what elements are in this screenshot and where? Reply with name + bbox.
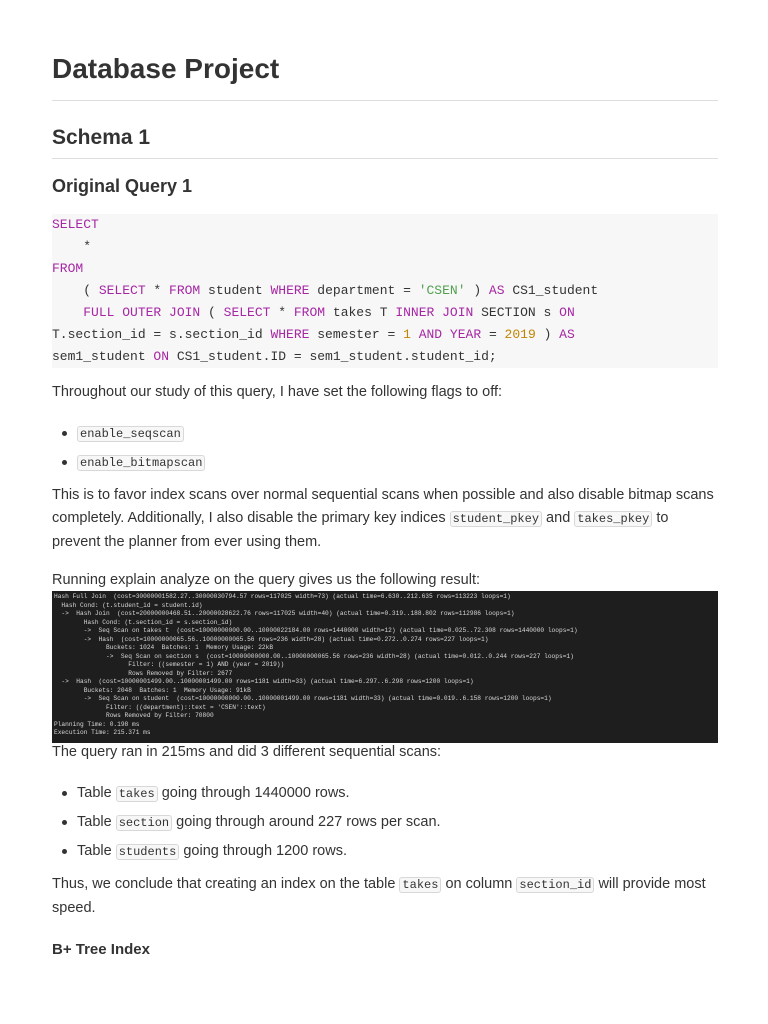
inline-code: section — [116, 815, 172, 831]
sql-code-block — [52, 214, 718, 368]
terminal-line: Filter: ((semester = 1) AND (year = 2019)) — [54, 661, 285, 668]
flags-list — [52, 422, 718, 480]
terminal-line: Filter: ((department)::text = 'CSEN'::text) — [54, 703, 266, 711]
terminal-line: Execution Time: 215.371 ms — [54, 729, 151, 736]
scans-list — [52, 782, 718, 869]
terminal-line: -> Seq Scan on section s (cost=10000000000.00..10000000065.56 rows=236 width=28) (actual time=0.012..0.244 rows=227 loops=1) — [54, 652, 574, 660]
inline-code: takes — [116, 786, 158, 802]
list-item: Table takes going through 1440000 rows. — [52, 782, 718, 811]
inline-code: enable_seqscan — [77, 426, 184, 442]
terminal-line: -> Hash (cost=10000001499.00..10000001499.00 rows=1181 width=33) (actual time=6.297..6.298 rows=1200 loops=1) — [54, 678, 474, 685]
ran-summary-text: The query ran in 215ms and did 3 different sequential scans: — [52, 744, 442, 760]
terminal-line: Rows Removed by Filter: 2677 — [54, 669, 233, 677]
inline-code: students — [116, 844, 180, 860]
code-line: * — [52, 239, 92, 254]
code-line: sem1_student ON CS1_student.ID = sem1_student.student_id; — [52, 349, 497, 364]
terminal-line: -> Hash (cost=10000000065.56..10000000065.56 rows=236 width=28) (actual time=0.272..0.274 rows=227 loops=1) — [54, 635, 489, 643]
list-item — [52, 422, 718, 451]
inline-code: takes_pkey — [574, 511, 652, 527]
btree-heading: B+ Tree Index — [52, 941, 150, 958]
terminal-line: -> Hash Join (cost=20000000468.51..20000028622.76 rows=117025 width=40) (actual time=0.319..188.802 rows=112986 loops=1) — [54, 610, 515, 617]
terminal-line: Buckets: 2048 Batches: 1 Memory Usage: 91kB — [54, 686, 251, 694]
inline-code: enable_bitmapscan — [77, 455, 205, 471]
terminal-line: -> Seq Scan on student (cost=10000000000.00..10000001499.00 rows=1181 width=33) (actual time=0.019..6.158 rows=1200 loops=1) — [54, 695, 552, 702]
inline-code: takes — [399, 877, 441, 893]
favor-paragraph: This is to favor index scans over normal sequential scans when possible and also disable bitmap scans completely. Additionally, I also disable the primary key indices student_pkey and takes_pkey to prevent the planner from ever using them. — [52, 487, 714, 550]
flags-intro-text: Throughout our study of this query, I have set the following flags to off: — [52, 384, 503, 400]
query-heading: Original Query 1 — [52, 176, 193, 196]
bullet-icon — [62, 431, 67, 436]
terminal-line: Hash Cond: (t.student_id = student.id) — [54, 601, 203, 609]
conclusion-paragraph: Thus, we conclude that creating an index on the table takes on column section_id will provide most speed. — [52, 876, 706, 916]
bullet-icon — [62, 460, 67, 465]
schema-heading: Schema 1 — [52, 126, 151, 149]
explain-intro-text: Running explain analyze on the query gives us the following result: — [52, 572, 481, 588]
explain-output-screenshot — [52, 591, 718, 743]
terminal-line: Hash Full Join (cost=30000001582.27..30000030794.57 rows=117025 width=73) (actual time=6.630..212.635 rows=113223 loops=1) — [54, 593, 511, 600]
page-title: Database Project — [52, 53, 280, 84]
code-line: T.section_id = s.section_id WHERE semester = 1 AND YEAR = 2019 ) AS — [52, 327, 575, 342]
list-item: Table students going through 1200 rows. — [52, 840, 718, 869]
terminal-line: Hash Cond: (t.section_id = s.section_id) — [54, 618, 233, 626]
list-item: Table section going through around 227 rows per scan. — [52, 811, 718, 840]
inline-code: section_id — [516, 877, 594, 893]
terminal-line: Buckets: 1024 Batches: 1 Memory Usage: 22kB — [54, 644, 274, 651]
terminal-line: Planning Time: 0.198 ms — [54, 720, 140, 728]
code-line: SELECT — [52, 217, 99, 232]
schema-divider — [52, 158, 718, 159]
list-item — [52, 451, 718, 480]
bullet-icon — [62, 849, 67, 854]
bullet-icon — [62, 791, 67, 796]
code-line: ( SELECT * FROM student WHERE department = 'CSEN' ) AS CS1_student — [52, 283, 599, 298]
code-line: FROM — [52, 261, 84, 276]
code-line: FULL OUTER JOIN ( SELECT * FROM takes T INNER JOIN SECTION s ON — [83, 305, 575, 320]
bullet-icon — [62, 820, 67, 825]
terminal-line: Rows Removed by Filter: 70800 — [54, 712, 214, 719]
title-divider — [52, 100, 718, 101]
inline-code: student_pkey — [450, 511, 542, 527]
terminal-line: -> Seq Scan on takes t (cost=10000000000.00..10000022184.00 rows=1440000 width=12) (actual time=0.025..72.308 rows=1440000 loops=1) — [54, 627, 578, 634]
